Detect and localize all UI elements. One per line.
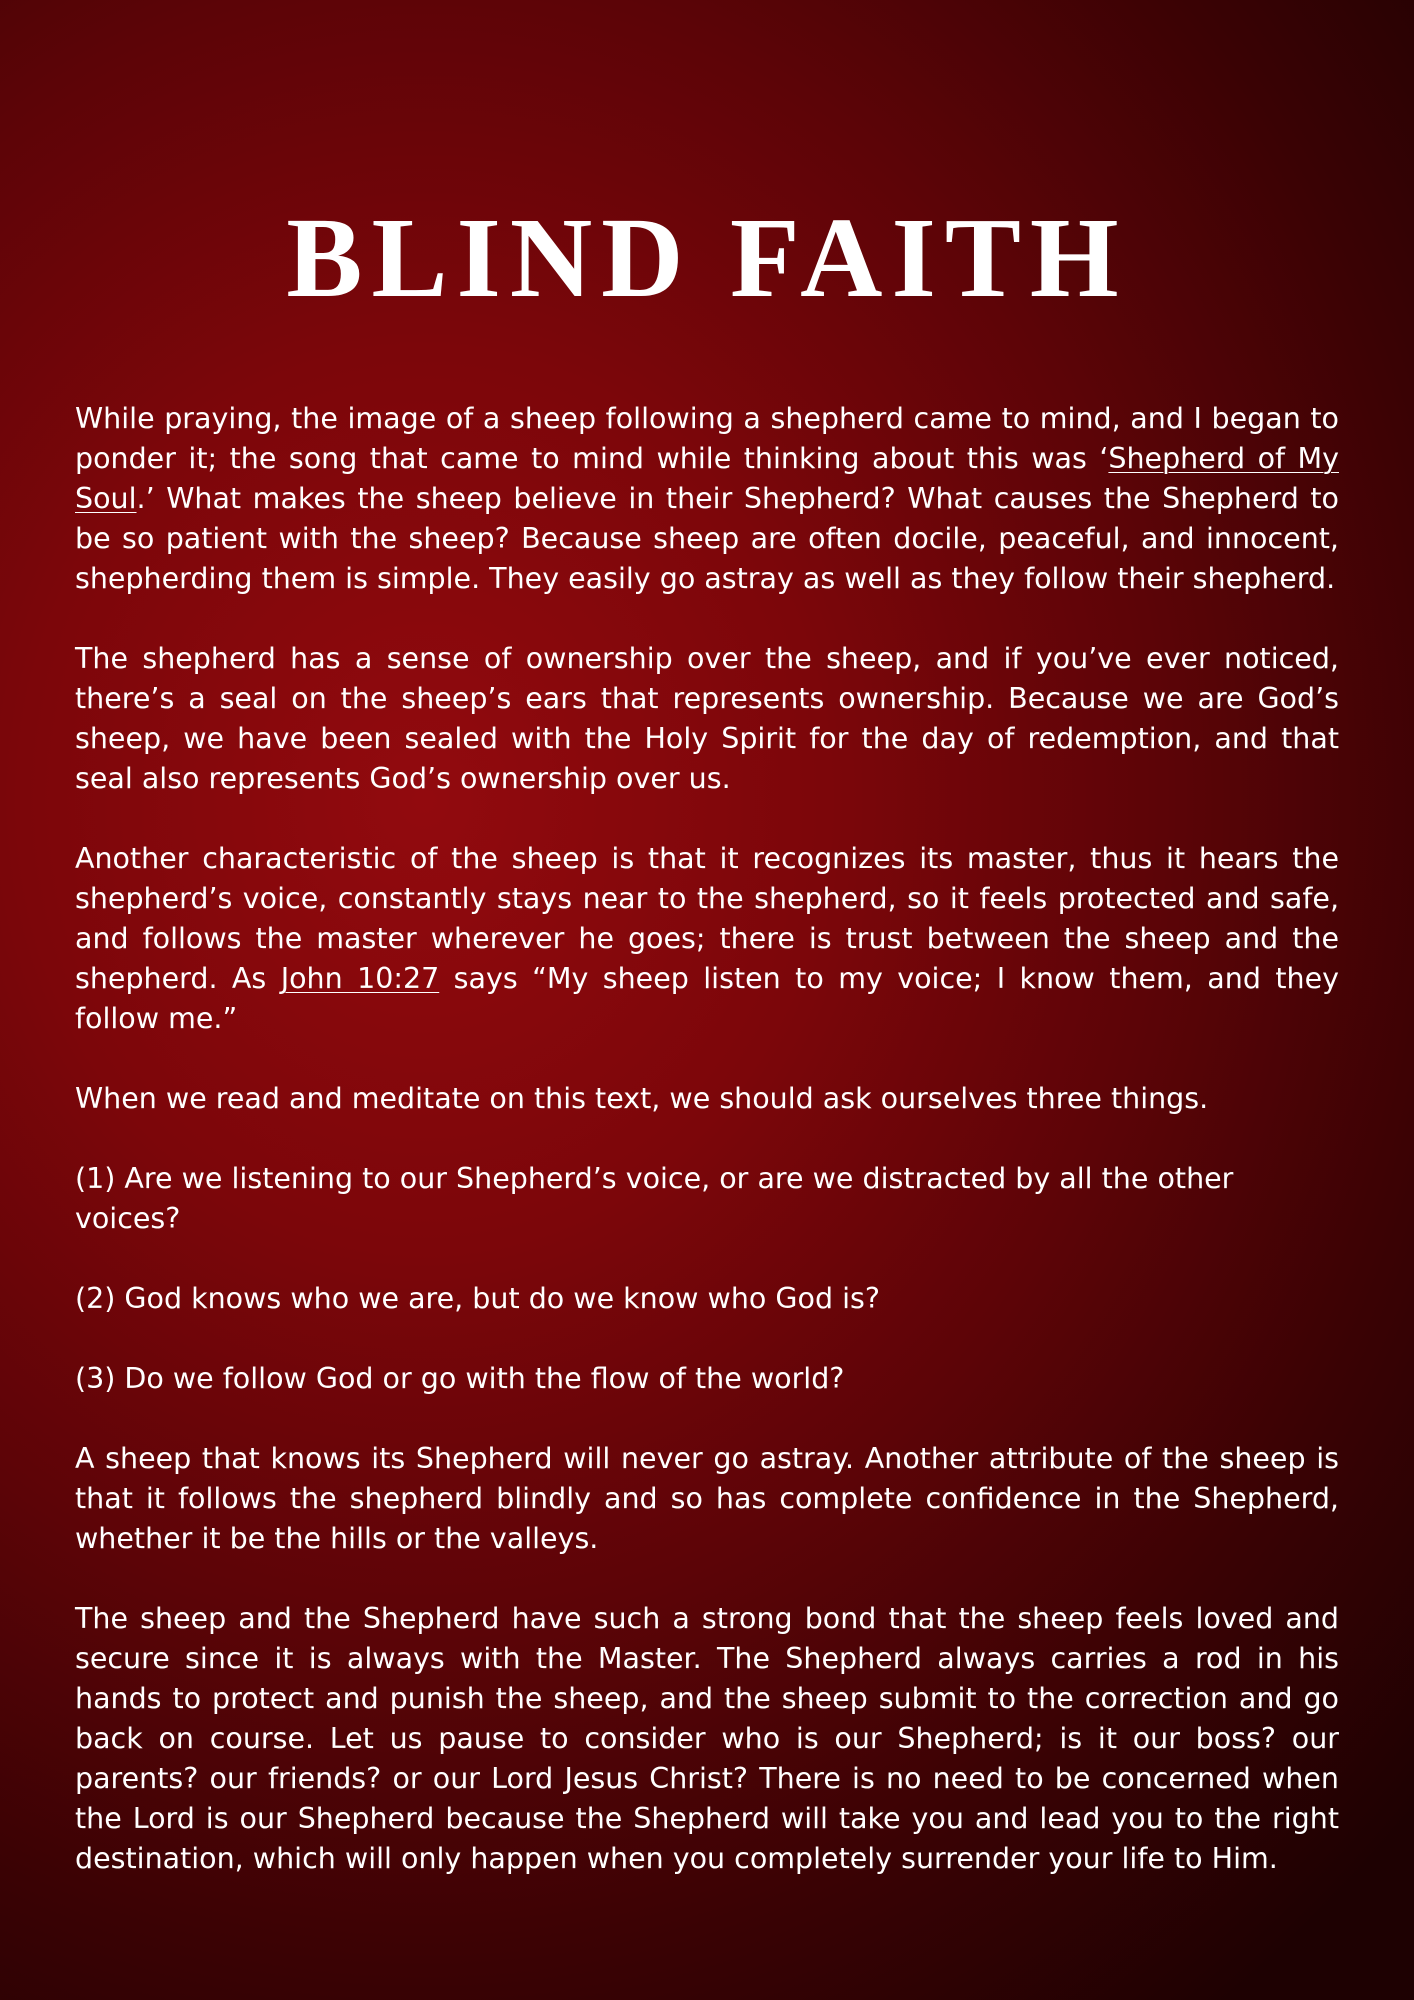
question-2: (2) God knows who we are, but do we know who God is? (75, 1281, 880, 1315)
paragraph-intro (75, 399, 1339, 599)
paragraph-text: Another characteristic of the sheep is that it recognizes its master, thus it hears the shepherd’s voice, constantly stays near to the shepherd, so it feels protected and safe, and follows the master wherever he goes; there is trust between the sheep and the shepherd. As (75, 841, 1339, 995)
page-title: BLIND FAITH (286, 194, 1128, 321)
paragraph-ownership: The shepherd has a sense of ownership over the sheep, and if you’ve ever noticed, there’s a seal on the sheep’s ears that represents ownership. Because we are God’s sheep, we have been sealed with the Holy Spirit for the day of redemption, and that seal also represents God’s ownership over us. (75, 641, 1339, 795)
song-link-shepherd-of-my-soul[interactable]: Shepherd of My Soul (75, 441, 1339, 515)
question-1: (1) Are we listening to our Shepherd’s voice, or are we distracted by all the other voices? (75, 1161, 1234, 1235)
paragraph-confidence: A sheep that knows its Shepherd will never go astray. Another attribute of the sheep is that it follows the shepherd blindly and so has complete confidence in the Shepherd, whether it be the hills or the valleys. (75, 1441, 1339, 1555)
article-body (75, 399, 1339, 1879)
paragraph-text: While praying, the image of a sheep following a shepherd came to mind, and I began to ponder it; the song that came to mind while thinking about this was ‘ (75, 401, 1339, 475)
paragraph-text: .’ What makes the sheep believe in their Shepherd? What causes the Shepherd to be so patient with the sheep? Because sheep are often docile, peaceful, and innocent, shepherding them is simple. They easily go astray as well as they follow their shepherd. (75, 481, 1339, 595)
paragraph-conclusion: The sheep and the Shepherd have such a strong bond that the sheep feels loved and secure since it is always with the Master. The Shepherd always carries a rod in his hands to protect and punish the sheep, and the sheep submit to the correction and go back on course. Let us pause to consider who is our Shepherd; is it our boss? our parents? our friends? or our Lord Jesus Christ? There is no need to be concerned when the Lord is our Shepherd because the Shepherd will take you and lead you to the right destination, which will only happen when you completely surrender your life to Him. (75, 1601, 1339, 1875)
question-3: (3) Do we follow God or go with the flow of the world? (75, 1361, 845, 1395)
paragraph-text: says “My sheep listen to my voice; I know them, and they follow me.” (75, 961, 1339, 1035)
paragraph-reflection-intro: When we read and meditate on this text, we should ask ourselves three things. (75, 1081, 1209, 1115)
scripture-link-john-10-27[interactable]: John 10:27 (280, 961, 440, 995)
paragraph-recognition (75, 839, 1339, 1039)
